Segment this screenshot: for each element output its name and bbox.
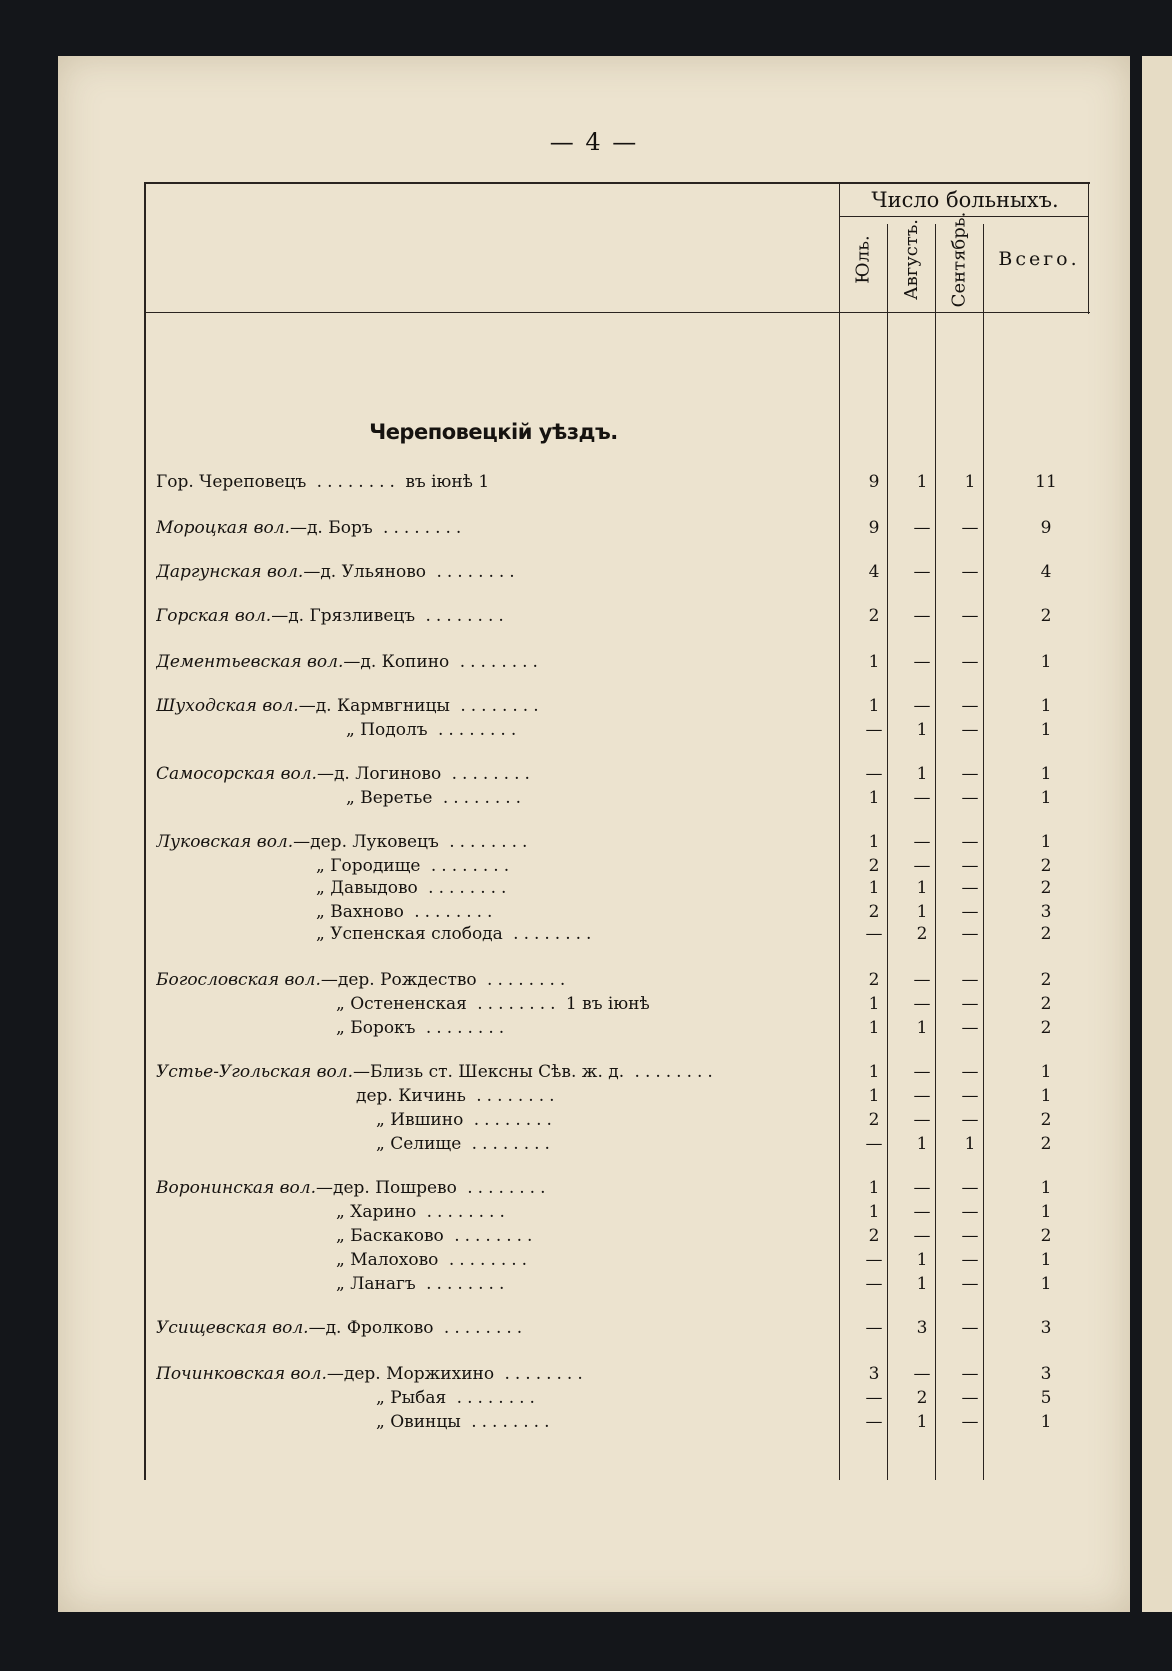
page-content (58, 56, 1130, 1612)
count-cell-c2: 1 (916, 1250, 928, 1270)
count-cell-c3: 1 (964, 472, 976, 492)
count-cell-c1: 1 (868, 1018, 880, 1038)
table-row (346, 786, 526, 810)
dot-leader: ........ (456, 1178, 551, 1198)
dot-leader: ........ (427, 720, 522, 740)
count-cell-c4: 3 (1040, 1318, 1052, 1338)
count-cell-c2: 1 (916, 878, 928, 898)
table-row (376, 1132, 555, 1156)
dot-leader: ........ (433, 1318, 528, 1338)
count-cell-c1: 1 (868, 1062, 880, 1082)
place-name: —д. Копино (343, 652, 450, 672)
place-name: —дер. Пошрево (316, 1178, 457, 1198)
volost-name: Шуходская вол. (156, 696, 299, 716)
place-name: „ Борокъ (336, 1018, 416, 1038)
count-cell-c1: 3 (868, 1364, 880, 1384)
place-name: —дер. Рождество (320, 970, 477, 990)
count-cell-c3: — (961, 1202, 979, 1222)
place-name: „ Рыбая (376, 1388, 447, 1408)
dot-leader: ........ (443, 1226, 538, 1246)
count-cell-c3: — (961, 606, 979, 626)
table-row (156, 762, 535, 786)
count-cell-c1: 1 (868, 696, 880, 716)
count-cell-c3: — (961, 764, 979, 784)
count-cell-c1: 2 (868, 902, 880, 922)
count-cell-c2: — (913, 696, 931, 716)
count-cell-c4: 2 (1040, 924, 1052, 944)
place-name: „ Городище (316, 856, 421, 876)
count-cell-c3: — (961, 970, 979, 990)
count-cell-c3: — (961, 1178, 979, 1198)
count-cell-c2: — (913, 788, 931, 808)
volost-name: Горская вол. (156, 606, 272, 626)
count-cell-c2: — (913, 1226, 931, 1246)
count-cell-c3: — (961, 1226, 979, 1246)
count-cell-c3: — (961, 856, 979, 876)
table-row (376, 1410, 554, 1434)
table-row (156, 694, 544, 718)
header-rule (146, 312, 1090, 313)
count-cell-c1: 9 (868, 472, 880, 492)
count-cell-c3: — (961, 902, 979, 922)
volost-name: Самосорская вол. (156, 764, 317, 784)
count-cell-c4: 1 (1040, 1250, 1052, 1270)
place-name: „ Селище (376, 1134, 462, 1154)
place-name: „ Подолъ (346, 720, 428, 740)
place-name: Гор. Череповецъ (156, 472, 307, 492)
place-name: —д. Фролково (308, 1318, 434, 1338)
count-cell-c4: 1 (1040, 832, 1052, 852)
dot-leader: ........ (432, 788, 527, 808)
count-cell-c2: — (913, 994, 931, 1014)
dot-leader: ........ (476, 970, 571, 990)
table-divider (839, 184, 840, 1480)
table-row (156, 650, 543, 674)
dot-leader: ........ (420, 856, 515, 876)
statistics-table (144, 182, 1090, 1480)
table-row (336, 1272, 509, 1296)
count-cell-c2: 1 (916, 902, 928, 922)
count-cell-c4: 2 (1040, 1018, 1052, 1038)
count-cell-c2: 2 (916, 924, 928, 944)
dot-leader: ........ (403, 902, 498, 922)
count-cell-c3: — (961, 878, 979, 898)
count-cell-c3: — (961, 652, 979, 672)
total-header: Всего. (998, 248, 1080, 270)
count-cell-c2: — (913, 970, 931, 990)
count-cell-c2: — (913, 1086, 931, 1106)
count-cell-c4: 2 (1040, 606, 1052, 626)
count-cell-c4: 5 (1040, 1388, 1052, 1408)
count-cell-c4: 2 (1040, 1134, 1052, 1154)
dot-leader: ........ (416, 1202, 510, 1222)
table-row (356, 1084, 560, 1108)
count-cell-c4: 1 (1040, 788, 1052, 808)
volost-name: Луковская вол. (156, 832, 294, 852)
table-row (156, 560, 520, 584)
count-cell-c4: 1 (1040, 1412, 1052, 1432)
count-cell-c2: 1 (916, 472, 928, 492)
count-cell-c3: — (961, 788, 979, 808)
count-cell-c1: — (865, 1388, 883, 1408)
count-cell-c1: 1 (868, 788, 880, 808)
volost-name: Устье-Угольская вол. (156, 1062, 354, 1082)
count-cell-c1: — (865, 1412, 883, 1432)
table-row (316, 922, 596, 946)
table-row (156, 968, 570, 992)
count-cell-c4: 3 (1040, 902, 1052, 922)
count-cell-c1: 1 (868, 994, 880, 1014)
table-row (316, 854, 514, 878)
dot-leader: ........ (463, 1110, 557, 1130)
count-cell-c1: 2 (868, 856, 880, 876)
table-row (336, 1200, 510, 1224)
dot-leader: ........ (438, 832, 533, 852)
place-name: „ Веретье (346, 788, 433, 808)
table-row (346, 718, 521, 742)
dot-leader: ........ (465, 1086, 560, 1106)
place-name: „ Успенская слобода (316, 924, 503, 944)
table-row (156, 1316, 527, 1340)
count-cell-c2: 2 (916, 1388, 928, 1408)
count-cell-c3: — (961, 832, 979, 852)
count-cell-c4: 9 (1040, 518, 1052, 538)
count-cell-c3: — (961, 1318, 979, 1338)
volost-name: Воронинская вол. (156, 1178, 317, 1198)
count-cell-c1: 4 (868, 562, 880, 582)
place-name: —дер. Моржихино (326, 1364, 495, 1384)
dot-leader: ........ (415, 1274, 510, 1294)
dot-leader: ........ (494, 1364, 588, 1384)
place-name: „ Харино (336, 1202, 417, 1222)
dot-leader: ........ (449, 652, 543, 672)
count-cell-c1: 1 (868, 1086, 880, 1106)
count-cell-c1: 2 (868, 1226, 880, 1246)
month-header-september: Сентябрь. (948, 211, 970, 307)
count-cell-c2: — (913, 1062, 931, 1082)
count-cell-c3: — (961, 1274, 979, 1294)
month-header-july: Юль. (852, 234, 874, 284)
count-cell-c3: — (961, 1412, 979, 1432)
count-cell-c1: 9 (868, 518, 880, 538)
adjacent-page-edge (1142, 56, 1172, 1612)
count-cell-c2: 1 (916, 1412, 928, 1432)
count-cell-c1: — (865, 764, 883, 784)
row-note: 1 въ іюнѣ (560, 994, 650, 1014)
count-cell-c2: — (913, 1364, 931, 1384)
count-cell-c1: — (865, 924, 883, 944)
count-cell-c2: — (913, 1202, 931, 1222)
count-cell-c3: — (961, 696, 979, 716)
table-row (376, 1386, 540, 1410)
table-row (336, 1248, 532, 1272)
table-row (156, 830, 532, 854)
table-row (316, 876, 511, 900)
table-row (156, 1176, 551, 1200)
place-name: „ Овинцы (376, 1412, 461, 1432)
count-cell-c4: 3 (1040, 1364, 1052, 1384)
count-cell-c3: — (961, 1364, 979, 1384)
count-cell-c3: — (961, 1018, 979, 1038)
dot-leader: ........ (441, 764, 535, 784)
dot-leader: ........ (426, 562, 520, 582)
count-cell-c2: 1 (916, 764, 928, 784)
dot-leader: ........ (446, 1388, 540, 1408)
place-name: —дер. Луковецъ (293, 832, 439, 852)
dot-leader: ........ (449, 696, 544, 716)
volost-name: Мороцкая вол. (156, 518, 290, 538)
count-cell-c4: 2 (1040, 1110, 1052, 1130)
table-row (376, 1108, 557, 1132)
place-name: „ Ившино (376, 1110, 464, 1130)
place-name: „ Малохово (336, 1250, 439, 1270)
count-cell-c1: — (865, 1134, 883, 1154)
dot-leader: ........ (461, 1134, 555, 1154)
count-cell-c2: — (913, 606, 931, 626)
place-name: —Близь ст. Шексны Сѣв. ж. д. (353, 1062, 625, 1082)
place-name: —д. Логиново (316, 764, 442, 784)
count-cell-c4: 11 (1035, 472, 1057, 492)
count-cell-c3: — (961, 518, 979, 538)
volost-name: Усищевская вол. (156, 1318, 309, 1338)
place-name: —д. Боръ (289, 518, 373, 538)
dot-leader: ........ (460, 1412, 555, 1432)
count-cell-c2: 1 (916, 1018, 928, 1038)
count-cell-c1: 2 (868, 970, 880, 990)
table-row (156, 1362, 588, 1386)
count-cell-c4: 2 (1040, 994, 1052, 1014)
dot-leader: ........ (502, 924, 597, 944)
place-name: „ Вахново (316, 902, 404, 922)
count-cell-c4: 1 (1040, 1274, 1052, 1294)
table-row (336, 992, 650, 1016)
count-cell-c1: 2 (868, 1110, 880, 1130)
count-cell-c3: — (961, 1062, 979, 1082)
month-header-august: Августъ. (900, 218, 922, 300)
page-number: — 4 — (549, 128, 639, 156)
place-name: —д. Грязливецъ (271, 606, 416, 626)
place-name: —д. Ульяново (303, 562, 427, 582)
count-cell-c4: 1 (1040, 1086, 1052, 1106)
count-cell-c4: 4 (1040, 562, 1052, 582)
table-row (156, 1060, 718, 1084)
count-cell-c4: 2 (1040, 878, 1052, 898)
count-cell-c4: 2 (1040, 856, 1052, 876)
count-cell-c3: — (961, 562, 979, 582)
count-cell-c4: 1 (1040, 1062, 1052, 1082)
count-cell-c4: 1 (1040, 652, 1052, 672)
count-cell-c2: — (913, 832, 931, 852)
place-name: „ Баскаково (336, 1226, 444, 1246)
count-cell-c3: — (961, 1388, 979, 1408)
dot-leader: ........ (466, 994, 561, 1014)
place-name: дер. Кичинь (356, 1086, 466, 1106)
count-cell-c2: — (913, 856, 931, 876)
count-cell-c1: — (865, 1250, 883, 1270)
volost-name: Даргунская вол. (156, 562, 304, 582)
place-name: „ Давыдово (316, 878, 418, 898)
count-cell-c1: 1 (868, 652, 880, 672)
count-cell-c2: — (913, 1178, 931, 1198)
count-cell-c2: — (913, 1110, 931, 1130)
count-cell-c1: 1 (868, 1202, 880, 1222)
count-cell-c4: 2 (1040, 1226, 1052, 1246)
table-row (156, 604, 509, 628)
count-cell-c3: 1 (964, 1134, 976, 1154)
count-cell-c3: — (961, 924, 979, 944)
count-cell-c1: 1 (868, 878, 880, 898)
count-cell-c2: 1 (916, 1134, 928, 1154)
dot-leader: ........ (417, 878, 512, 898)
table-row (156, 516, 466, 540)
place-name: „ Ланагъ (336, 1274, 416, 1294)
count-cell-c1: 2 (868, 606, 880, 626)
count-cell-c3: — (961, 720, 979, 740)
count-cell-c1: — (865, 1274, 883, 1294)
count-cell-c4: 1 (1040, 1178, 1052, 1198)
count-cell-c4: 1 (1040, 720, 1052, 740)
table-row (336, 1016, 509, 1040)
place-name: „ Остененская (336, 994, 467, 1014)
dot-leader: ........ (438, 1250, 533, 1270)
count-cell-c3: — (961, 1110, 979, 1130)
count-cell-c2: 3 (916, 1318, 928, 1338)
count-cell-c3: — (961, 994, 979, 1014)
count-cell-c3: — (961, 1086, 979, 1106)
dot-leader: ........ (372, 518, 467, 538)
place-name: —д. Кармвгницы (298, 696, 450, 716)
group-header: Число больныхъ. (871, 188, 1059, 212)
count-cell-c2: 1 (916, 1274, 928, 1294)
row-note: въ іюнѣ 1 (399, 472, 490, 492)
count-cell-c2: — (913, 652, 931, 672)
table-row (316, 900, 497, 924)
table-row (156, 470, 489, 494)
table-row (336, 1224, 537, 1248)
volost-name: Починковская вол. (156, 1364, 327, 1384)
count-cell-c4: 2 (1040, 970, 1052, 990)
count-cell-c4: 1 (1040, 696, 1052, 716)
count-cell-c2: 1 (916, 720, 928, 740)
count-cell-c4: 1 (1040, 764, 1052, 784)
dot-leader: ........ (415, 606, 509, 626)
volost-name: Дементьевская вол. (156, 652, 344, 672)
count-cell-c1: 1 (868, 1178, 880, 1198)
dot-leader: ........ (306, 472, 400, 492)
count-cell-c1: — (865, 720, 883, 740)
dot-leader: ........ (415, 1018, 510, 1038)
count-cell-c2: — (913, 518, 931, 538)
volost-name: Богословская вол. (156, 970, 321, 990)
count-cell-c3: — (961, 1250, 979, 1270)
count-cell-c2: — (913, 562, 931, 582)
count-cell-c1: — (865, 1318, 883, 1338)
section-title: Череповецкій уѣздъ. (369, 420, 618, 444)
dot-leader: ........ (624, 1062, 718, 1082)
count-cell-c4: 1 (1040, 1202, 1052, 1222)
count-cell-c1: 1 (868, 832, 880, 852)
